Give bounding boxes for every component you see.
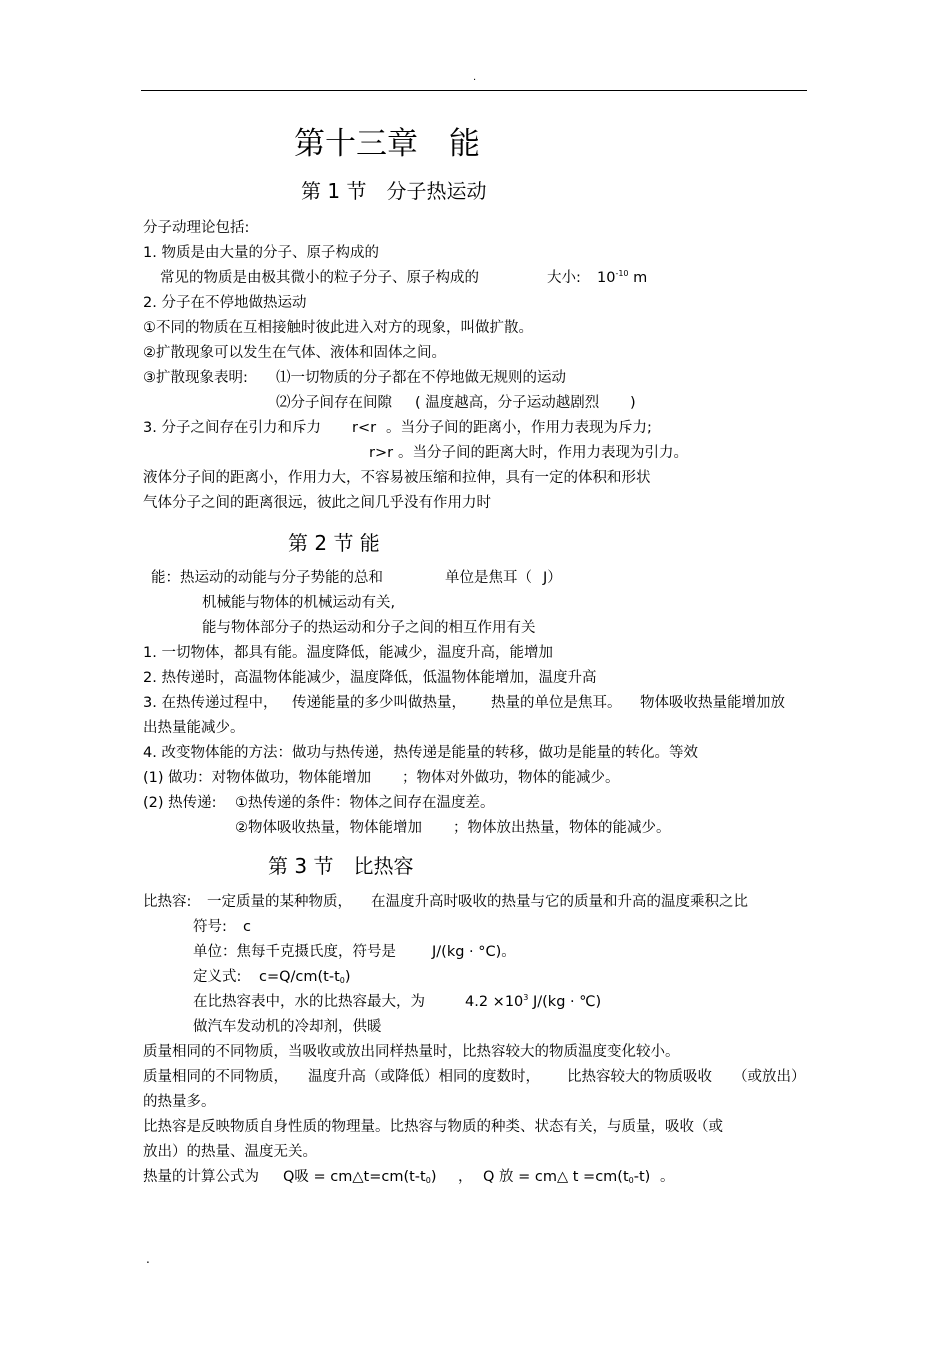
s2-line-4: 1. 一切物体，都具有能。温度降低，能减少，温度升高，能增加: [143, 645, 553, 661]
s3-line-1c: 在温度升高时吸收的热量与它的质量和升高的温度乘积之比: [371, 894, 748, 910]
s2-line-9b: ；物体对外做功，物体的能减少。: [402, 770, 620, 786]
header-rule: [141, 90, 807, 91]
s3-water-unit: J/(kg · ℃): [532, 994, 602, 1010]
s3-line-8a: 质量相同的不同物质，: [143, 1069, 288, 1085]
s3-heat-release-sub: 0: [628, 1176, 634, 1185]
s3-water-exponent: 3: [523, 993, 529, 1002]
s3-water-value: [465, 992, 601, 1012]
s1-line-10a: r>r: [369, 445, 394, 461]
s3-line-10: 比热容是反映物质自身性质的物理量。比热容与物质的种类、状态有关，与质量，吸收（或: [143, 1119, 723, 1135]
s3-heat-absorb-close: ): [430, 1169, 437, 1185]
section-2-title: 第 2 节 能: [288, 531, 380, 555]
s3-heat-absorb-main: Q吸 = cm△t=cm(t-t: [283, 1169, 426, 1185]
s3-line-12g: 。: [660, 1169, 675, 1185]
s2-line-6c: 热量的单位是焦耳。: [491, 695, 622, 711]
s3-heat-release-close: -t): [633, 1169, 651, 1185]
chapter-title: 第十三章 能: [294, 126, 480, 162]
s2-line-6a: 3. 在热传递过程中，: [143, 695, 278, 711]
s1-line-9a: 3. 分子之间存在引力和斥力: [143, 420, 321, 436]
s3-line-5a: 在比热容表中，水的比热容最大，为: [193, 994, 425, 1010]
s1-line-8c: ): [630, 395, 636, 411]
s3-line-9: 的热量多。: [143, 1094, 216, 1110]
s2-line-9a: (1) 做功：对物体做功，物体能增加: [143, 770, 372, 786]
s3-line-1b: 一定质量的某种物质，: [207, 894, 352, 910]
s3-formula-main: c=Q/cm(t-t: [259, 969, 340, 985]
s3-line-7: 质量相同的不同物质，当吸收或放出同样热量时，比热容较大的物质温度变化较小。: [143, 1044, 680, 1060]
s3-line-1a: 比热容:: [143, 894, 192, 910]
s2-line-7: 出热量能减少。: [143, 720, 245, 736]
s1-line-5: ①不同的物质在互相接触时彼此进入对方的现象，叫做扩散。: [143, 320, 533, 336]
s2-line-6b: 传递能量的多少叫做热量，: [292, 695, 466, 711]
s1-size-exponent: -10: [615, 269, 629, 278]
s3-line-8d: （或放出）: [733, 1069, 806, 1085]
s1-line-12: 气体分子之间的距离很远，彼此之间几乎没有作用力时: [143, 495, 491, 511]
s3-line-3a: 单位：焦每千克摄氏度，符号是: [193, 944, 396, 960]
s1-size-value: [597, 268, 647, 288]
s1-line-10b: 。当分子间的距离大时，作用力表现为引力。: [398, 445, 688, 461]
s1-line-9c: 。当分子间的距离小，作用力表现为斥力;: [386, 420, 652, 436]
s1-line-8b: ( 温度越高，分子运动越剧烈: [415, 395, 600, 411]
s2-line-5: 2. 热传递时，高温物体能减少，温度降低，低温物体能增加，温度升高: [143, 670, 597, 686]
section-3-title: 第 3 节 比热容: [268, 854, 414, 878]
s2-line-3: 能与物体部分子的热运动和分子之间的相互作用有关: [202, 620, 536, 636]
section-1-title: 第 1 节 分子热运动: [301, 179, 487, 203]
s1-line-11: 液体分子间的距离小，作用力大，不容易被压缩和拉伸，具有一定的体积和形状: [143, 470, 651, 486]
s3-formula-sub: 0: [339, 976, 345, 985]
s3-heat-absorb: [283, 1167, 437, 1187]
s3-line-8c: 比热容较大的物质吸收: [567, 1069, 712, 1085]
s3-line-2b: c: [243, 919, 251, 935]
s3-formula: [259, 967, 351, 987]
s3-heat-absorb-sub: 0: [425, 1176, 431, 1185]
s1-size-label: 大小:: [547, 270, 581, 286]
s2-line-1c: J）: [543, 570, 562, 586]
s3-line-6: 做汽车发动机的冷却剂，供暖: [193, 1019, 382, 1035]
s1-line-1: 分子动理论包括:: [143, 220, 250, 236]
s1-line-6: ②扩散现象可以发生在气体、液体和固体之间。: [143, 345, 446, 361]
s2-line-8: 4. 改变物体能的方法：做功与热传递，热传递是能量的转移，做功是能量的转化。等效: [143, 745, 698, 761]
s1-size-base: 10: [597, 270, 616, 286]
s1-line-7b: ⑴一切物质的分子都在不停地做无规则的运动: [276, 370, 566, 386]
s3-line-12d: ，: [458, 1169, 473, 1185]
s3-line-11: 放出）的热量、温度无关。: [143, 1144, 317, 1160]
s3-line-3b: J/(kg · °C)。: [432, 944, 516, 960]
s1-line-7a: ③扩散现象表明:: [143, 370, 248, 386]
s3-line-8b: 温度升高（或降低）相同的度数时，: [308, 1069, 540, 1085]
s1-line-4: 2. 分子在不停地做热运动: [143, 295, 307, 311]
s2-line-1b: 单位是焦耳（: [445, 570, 532, 586]
header-dot: .: [473, 72, 477, 83]
s2-line-1a: 能：热运动的动能与分子势能的总和: [151, 570, 383, 586]
s2-line-11a: ②物体吸收热量，物体能增加: [235, 820, 422, 836]
s3-line-4a: 定义式:: [193, 969, 242, 985]
s3-heat-release-main: Q 放 = cm△ t =cm(t: [483, 1169, 629, 1185]
s2-line-10b: ①热传递的条件：物体之间存在温度差。: [235, 795, 495, 811]
s3-water-base: 4.2 ×10: [465, 994, 524, 1010]
s1-line-9b: r<r: [352, 420, 377, 436]
s2-line-2: 机械能与物体的机械运动有关,: [202, 595, 396, 611]
s2-line-6d: 物体吸收热量能增加放: [640, 695, 785, 711]
s3-line-2a: 符号:: [193, 919, 227, 935]
footer-dot: .: [146, 1252, 150, 1266]
s2-line-11b: ；物体放出热量，物体的能减少。: [453, 820, 671, 836]
s3-formula-close: ): [344, 969, 351, 985]
s1-line-2: 1. 物质是由大量的分子、原子构成的: [143, 245, 379, 261]
s3-line-12a: 热量的计算公式为: [143, 1169, 259, 1185]
s1-size-unit: m: [633, 270, 648, 286]
s1-line-3: 常见的物质是由极其微小的粒子分子、原子构成的: [160, 270, 479, 286]
s1-line-8a: ⑵分子间存在间隙: [276, 395, 392, 411]
s2-line-10a: (2) 热传递:: [143, 795, 217, 811]
s3-heat-release: [483, 1167, 650, 1187]
